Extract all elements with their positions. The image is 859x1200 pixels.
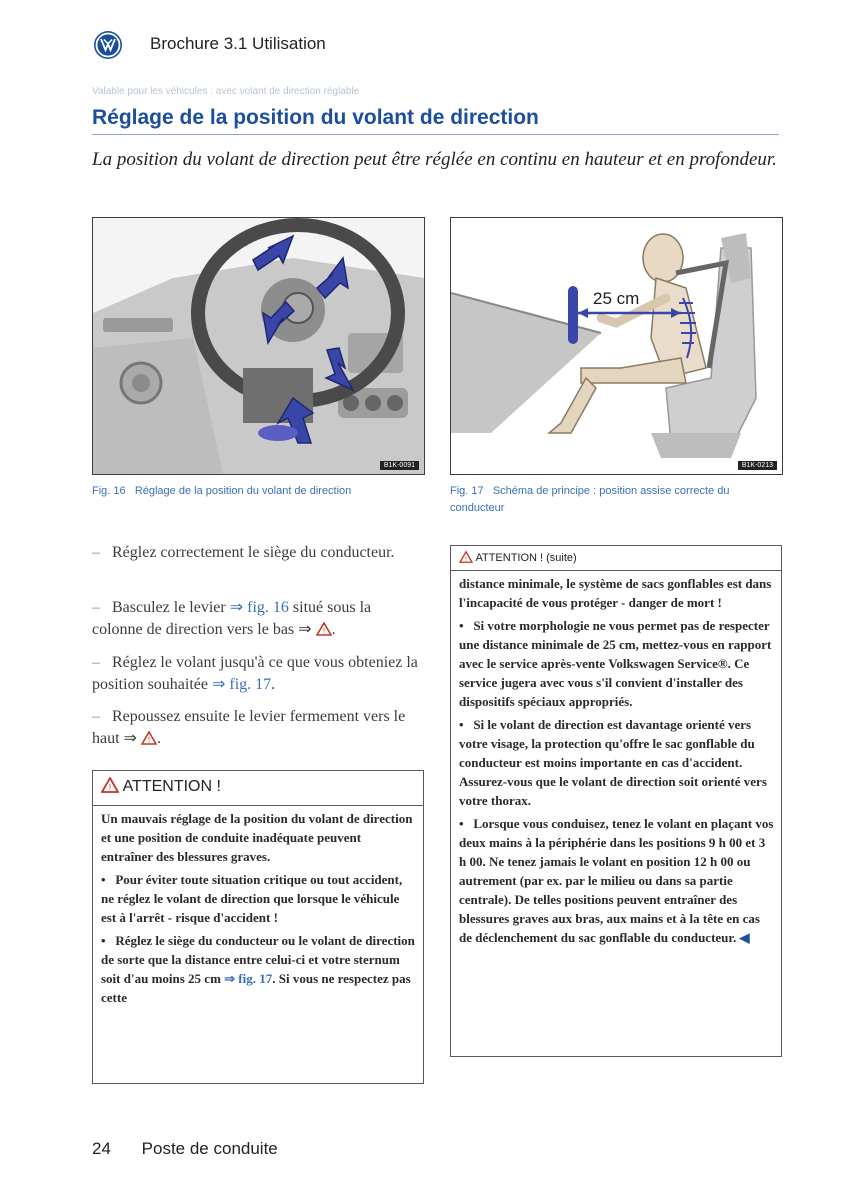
- seating-position-diagram: [451, 218, 782, 474]
- figure-16: [92, 217, 425, 475]
- warning-divider: [451, 570, 781, 571]
- end-marker-icon: ◀: [739, 930, 750, 945]
- figure-17: [450, 217, 783, 475]
- figure-code: B1K-0213: [738, 461, 777, 470]
- page-number: 24: [92, 1139, 111, 1158]
- caption-label: Fig. 16: [92, 485, 126, 497]
- warning-triangle-icon: [101, 777, 119, 793]
- warning-text: distance minimale, le système de sacs gonflables est dans l'incapacité de vous protéger - danger de mort ! • Si votre morphologie ne vous permet pas de respecter une distance minimale de 25 cm, mettez-vous en rapport avec le service après-vente Volkswagen Service®. Ce service jugera avec vous s'il convient d'installer des dispositifs spéciaux appropriés. • Si le volant de direction est davantage orienté vers votre visage, la protection qu'offre le sac gonflable du conducteur est moins importante en cas d'accident. Assurez-vous que le volant de direction soit orienté vers votre thorax. • Lorsque vous conduisez, tenez le volant en plaçant vos deux mains à la périphérie dans les positions 9 h 00 et 3 h 00. Ne tenez jamais le volant en position 12 h 00 ou autrement (par ex. par le milieu ou dans sa partie centrale). De telles positions peuvent entraîner des blessures graves aux bras, aux mains et à la tête en cas de déclenchement du sac gonflable du conducteur. ◀: [459, 576, 774, 945]
- section-name: Poste de conduite: [141, 1139, 278, 1158]
- caption-text: Schéma de principe : position assise correcte du conducteur: [450, 485, 730, 514]
- step-3: – Réglez le volant jusqu'à ce que vous obteniez la position souhaitée ⇒ fig. 17.: [92, 654, 418, 693]
- figure-16-caption: [92, 483, 422, 500]
- steering-wheel-illustration: [93, 218, 424, 474]
- vw-logo-icon: [93, 30, 123, 60]
- svg-text:!: !: [465, 556, 467, 563]
- warning-title: ! ATTENTION !: [101, 777, 221, 796]
- warning-text: Un mauvais réglage de la position du volant de direction et une position de conduite inadéquate peuvent entraîner des blessures graves. • Pour éviter toute situation critique ou tout accident, ne réglez le volant de direction que lorsque le véhicule est à l'arrêt - risque d'accident ! • Réglez le siège du conducteur ou le volant de direction de sorte que la distance entre celui-ci et votre sternum soit d'au moins 25 cm ⇒ fig. 17. Si vous ne respectez pas cette: [101, 811, 415, 1005]
- step-2: – Basculez le levier ⇒ fig. 16 situé sous la colonne de direction vers le bas ⇒ ! .: [92, 599, 372, 638]
- warning-triangle-icon: [316, 622, 332, 636]
- page-footer: [92, 1139, 278, 1159]
- step-1: – Réglez correctement le siège du conducteur.: [92, 544, 395, 561]
- warning-triangle-icon: [141, 731, 157, 745]
- warning-title: ! ATTENTION ! (suite): [459, 551, 577, 564]
- distance-label: 25 cm: [593, 289, 640, 308]
- caption-text: Réglage de la position du volant de direction: [134, 485, 352, 497]
- svg-text:!: !: [322, 626, 325, 636]
- step-4: – Repoussez ensuite le levier fermement vers le haut ⇒ ! .: [92, 708, 406, 747]
- warning-box: [92, 770, 424, 1084]
- fig-16-link[interactable]: ⇒ fig. 16: [229, 599, 289, 616]
- warning-divider: [93, 805, 423, 806]
- svg-text:!: !: [147, 735, 151, 745]
- figure-17-caption: [450, 483, 780, 517]
- intro-text: La position du volant de direction peut être réglée en continu en hauteur et en profondeur.: [92, 149, 777, 170]
- fig-17-link[interactable]: ⇒ fig. 17: [224, 971, 273, 986]
- applicability-note: Valable pour les véhicules : avec volant de direction réglable: [92, 86, 360, 97]
- fig-17-link[interactable]: ⇒ fig. 17: [211, 676, 272, 693]
- figure-code: B1K-0091: [380, 461, 419, 470]
- title-divider: [92, 134, 779, 135]
- warning-box-continued: [450, 545, 782, 1057]
- warning-triangle-icon: [459, 551, 473, 563]
- page-title: Réglage de la position du volant de direction: [92, 106, 539, 129]
- caption-label: Fig. 17: [450, 485, 484, 497]
- svg-text:!: !: [108, 782, 112, 793]
- brochure-title: Brochure 3.1 Utilisation: [150, 34, 326, 53]
